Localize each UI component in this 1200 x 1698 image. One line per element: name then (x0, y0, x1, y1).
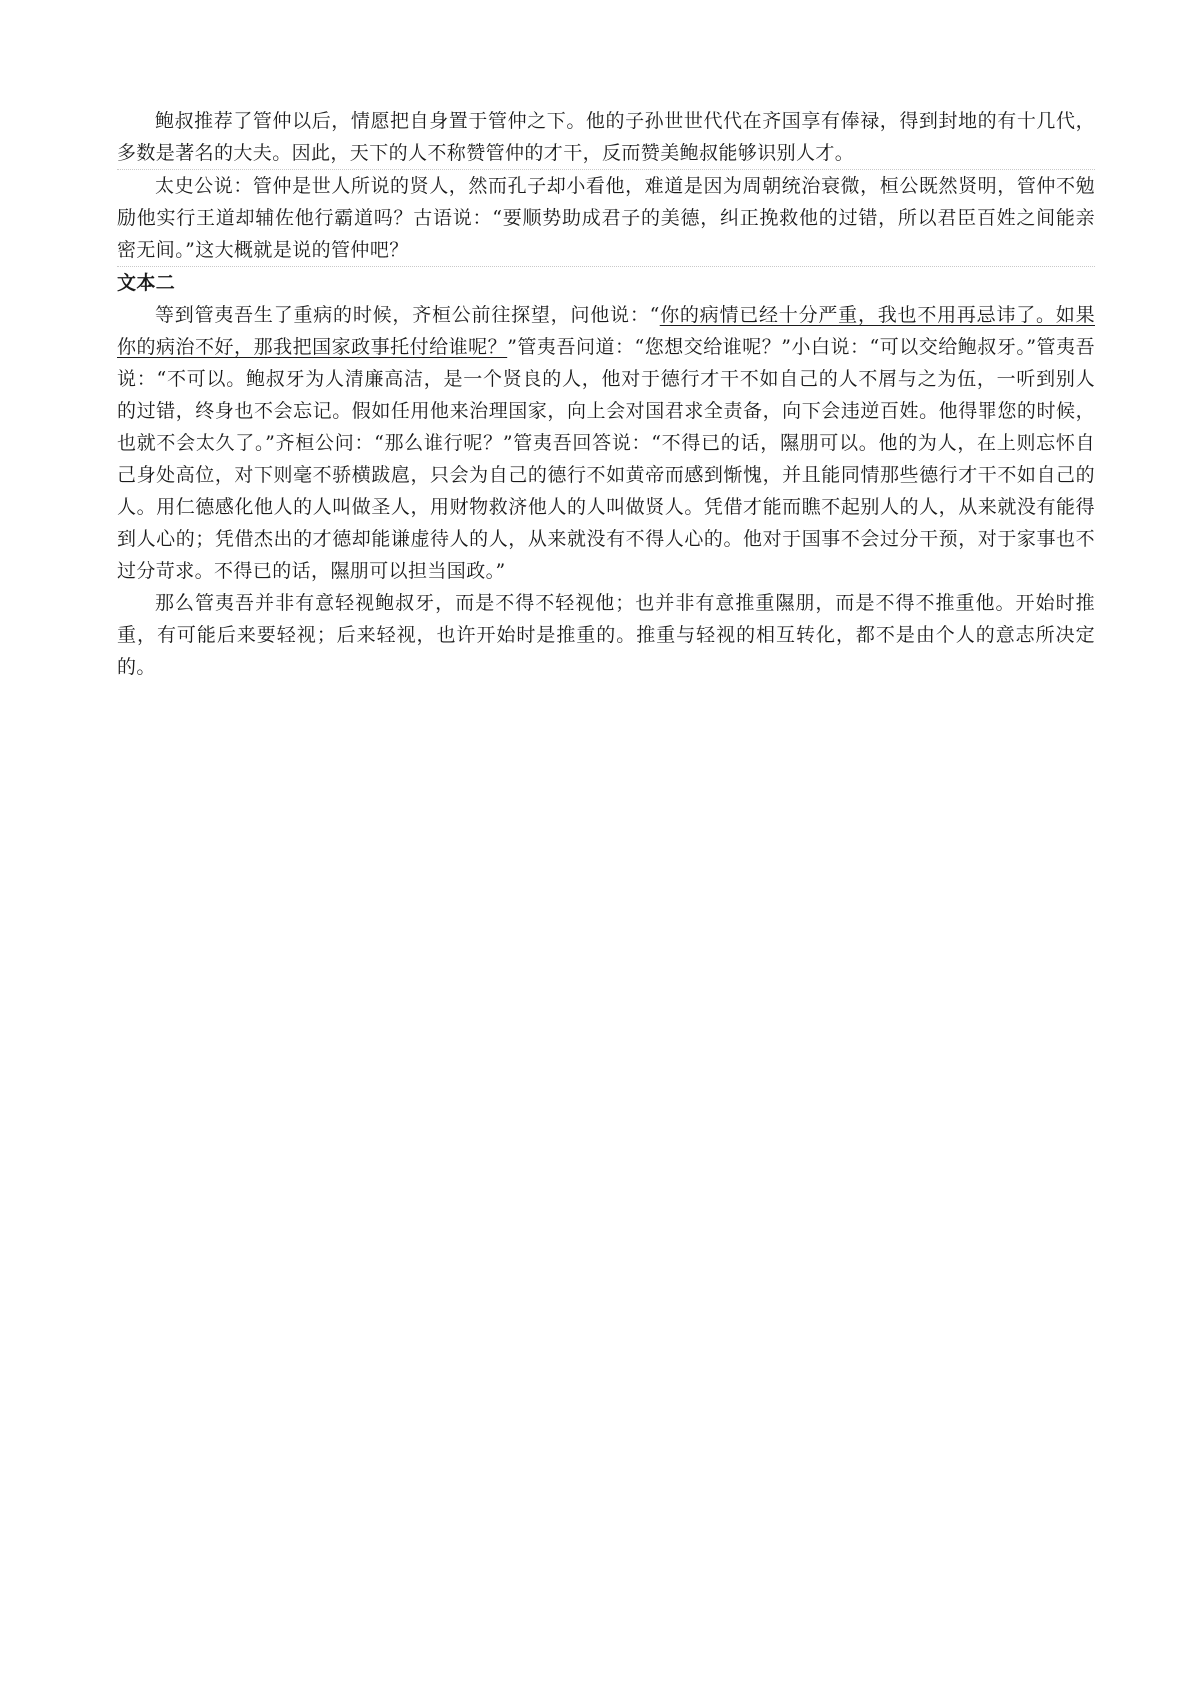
document-page (117, 105, 1095, 683)
paragraph-conclusion: 那么管夷吾并非有意轻视鲍叔牙，而是不得不轻视他；也并非有意推重隰朋，而是不得不推重他。开始时推重，有可能后来要轻视；后来轻视，也许开始时是推重的。推重与轻视的相互转化，都不是由个人的意志所决定的。 (117, 592, 1095, 678)
paragraph-taishigong: 太史公说：管仲是世人所说的贤人，然而孔子却小看他，难道是因为周朝统治衰微，桓公既然贤明，管仲不勉励他实行王道却辅佐他行霸道吗？古语说：“要顺势助成君子的美德，纠正挽救他的过错，所以君臣百姓之间能亲密无间。”这大概就是说的管仲吧？ (117, 170, 1095, 267)
paragraph-segment-intro: 等到管夷吾生了重病的时候，齐桓公前往探望，问他说：“ (155, 304, 660, 326)
section-heading-text-two: 文本二 (117, 272, 176, 294)
underlined-quote: 你的病情已经十分严重，我也不用再忌讳了。如果你的病治不好，那我把国家政事托付给谁呢？ (117, 304, 1095, 358)
paragraph-bao-shu: 鲍叔推荐了管仲以后，情愿把自身置于管仲之下。他的子孙世世代代在齐国享有俸禄，得到封地的有十几代，多数是著名的大夫。因此，天下的人不称赞管仲的才干，反而赞美鲍叔能够识别人才。 (117, 105, 1095, 170)
paragraph-guan-yiwu-illness (117, 299, 1095, 587)
paragraph-segment-rest: ”管夷吾问道：“您想交给谁呢？”小白说：“可以交给鲍叔牙。”管夷吾说：“不可以。鲍叔牙为人清廉高洁，是一个贤良的人，他对于德行才干不如自己的人不屑与之为伍，一听到别人的过错，终身也不会忘记。假如任用他来治理国家，向上会对国君求全责备，向下会违逆百姓。他得罪您的时候，也就不会太久了。”齐桓公问：“那么谁行呢？”管夷吾回答说：“不得已的话，隰朋可以。他的为人，在上则忘怀自己身处高位，对下则毫不骄横跋扈，只会为自己的德行不如黄帝而感到惭愧，并且能同情那些德行才干不如自己的人。用仁德感化他人的人叫做圣人，用财物救济他人的人叫做贤人。凭借才能而瞧不起别人的人，从来就没有能得到人心的；凭借杰出的才德却能谦虚待人的人，从来就没有不得人心的。他对于国事不会过分干预，对于家事也不过分苛求。不得已的话，隰朋可以担当国政。” (117, 336, 1095, 582)
